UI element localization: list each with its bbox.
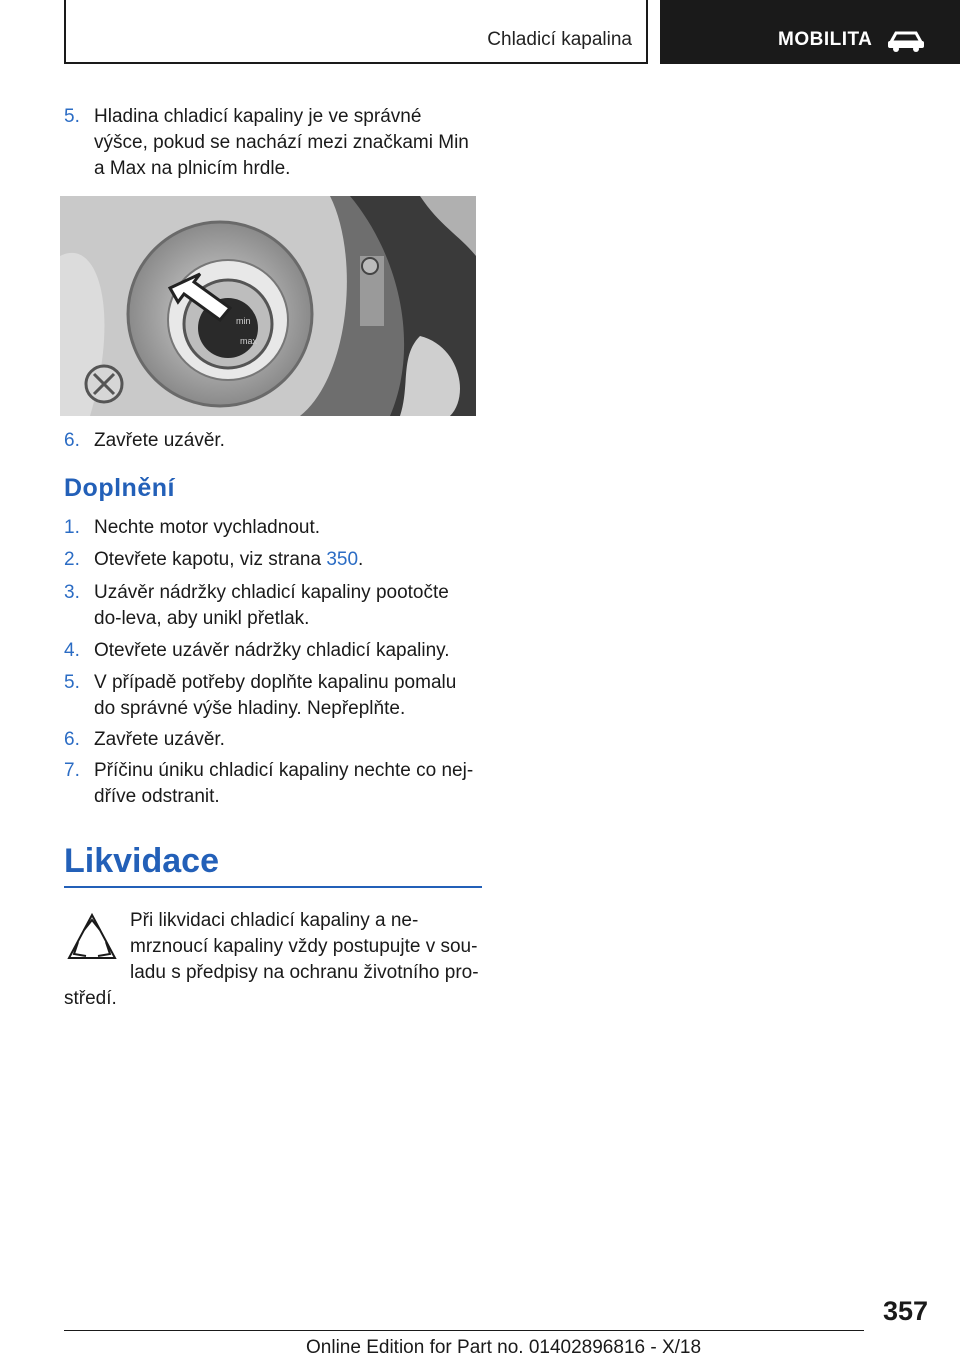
note-line: Při likvidaci chladicí kapaliny a ne- — [130, 910, 419, 931]
min-mark: min — [236, 316, 251, 326]
step-number: 6. — [64, 430, 80, 451]
step-text-end: . — [358, 549, 364, 570]
list-item — [64, 670, 480, 722]
step-text: V případě potřeby doplňte kapalinu pomalu do správné výše hladiny. Nepřeplňte. — [94, 672, 457, 719]
section-heading: Likvidace — [64, 842, 219, 880]
chapter-header — [64, 0, 648, 64]
page-number: 357 — [882, 1296, 928, 1326]
chapter-title: Chladicí kapalina — [487, 29, 632, 50]
note-line: mrznoucí kapaliny vždy postupujte v sou- — [130, 936, 478, 957]
step-number: 5. — [64, 106, 80, 127]
list-item — [64, 727, 480, 753]
step-number: 2. — [64, 549, 80, 570]
step-text: Uzávěr nádržky chladicí kapaliny pootočte do-leva, aby unikl přetlak. — [94, 582, 449, 629]
step-number: 6. — [64, 729, 80, 750]
step-number: 7. — [64, 760, 80, 781]
step-text: Hladina chladicí kapaliny je ve správné výšce, pokud se nachází mezi značkami Min a Max na plnicím hrdle. — [94, 106, 469, 179]
list-item — [64, 515, 480, 541]
step-number: 4. — [64, 640, 80, 661]
step-number: 3. — [64, 582, 80, 603]
step-text: Nechte motor vychladnout. — [94, 517, 321, 538]
max-mark: max — [240, 336, 258, 346]
step-text: Zavřete uzávěr. — [94, 430, 225, 451]
step-text: Příčinu úniku chladicí kapaliny nechte co nej-dříve odstranit. — [94, 760, 474, 807]
note-line: středí. — [64, 988, 117, 1009]
subsection-heading: Doplnění — [64, 474, 175, 502]
step-text: Otevřete kapotu, viz strana — [94, 549, 322, 570]
footer-text: Online Edition for Part no. 01402896816 - X/18 — [306, 1337, 702, 1358]
section-divider — [64, 886, 482, 888]
page-link[interactable]: 350 — [326, 549, 359, 570]
footer-divider — [64, 1330, 864, 1331]
step-text: Otevřete uzávěr nádržky chladicí kapaliny. — [94, 640, 450, 661]
list-item — [64, 547, 480, 573]
step-text: Zavřete uzávěr. — [94, 729, 225, 750]
note-line: ladu s předpisy na ochranu životního pro- — [130, 962, 479, 983]
list-item — [64, 104, 480, 182]
step-number: 1. — [64, 517, 80, 538]
list-item — [64, 580, 480, 632]
list-item — [64, 758, 480, 810]
coolant-tank-photo — [60, 196, 476, 416]
list-item — [64, 638, 480, 664]
step-number: 5. — [64, 672, 80, 693]
list-item — [64, 428, 480, 454]
section-tab-label: MOBILITA — [778, 29, 873, 50]
disposal-note — [64, 908, 482, 1012]
car-icon — [886, 30, 926, 52]
step-text-wrap — [94, 547, 480, 573]
